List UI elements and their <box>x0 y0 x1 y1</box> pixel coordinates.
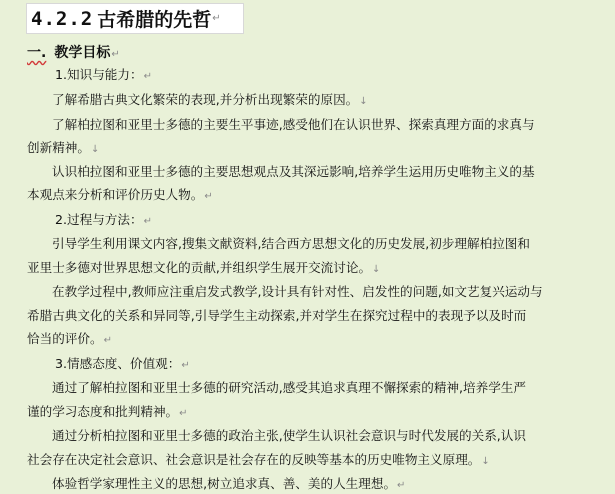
text-line: 了解柏拉图和亚里士多德的主要生平事迹,感受他们在认识世界、探索真理方面的求真与 <box>52 117 535 132</box>
text-line: 认识柏拉图和亚里士多德的主要思想观点及其深远影响,培养学生运用历史唯物主义的基 <box>52 164 535 179</box>
text-line: 创新精神。↓ <box>27 140 100 155</box>
text-line: 谨的学习态度和批判精神。↵ <box>27 404 188 419</box>
section-title <box>26 3 244 34</box>
text-line: 社会存在决定社会意识、社会意识是社会存在的反映等基本的历史唯物主义原理。↓ <box>27 452 490 467</box>
text-line: 体验哲学家理性主义的思想,树立追求真、善、美的人生理想。↵ <box>52 476 406 491</box>
section-title-text: 古希腊的先哲 <box>97 9 212 31</box>
subheading-attitude: 3.情感态度、价值观：↵ <box>55 356 190 371</box>
teaching-objectives-heading <box>27 42 120 62</box>
text-line: 引导学生利用课文内容,搜集文献资料,结合西方思想文化的历史发展,初步理解柏拉图和 <box>52 236 530 251</box>
text-line: 了解希腊古典文化繁荣的表现,并分析出现繁荣的原因。↓ <box>52 92 368 107</box>
text-line: 在教学过程中,教师应注重启发式教学,设计具有针对性、启发性的问题,如文艺复兴运动与 <box>52 284 543 299</box>
subheading-knowledge: 1.知识与能力：↵ <box>55 67 152 82</box>
paragraph-mark: ↵ <box>143 71 152 82</box>
paragraph-mark: ↵ <box>181 360 190 371</box>
heading-text: 教学目标 <box>54 45 111 61</box>
text-line: 通过了解柏拉图和亚里士多德的研究活动,感受其追求真理不懈探索的精神,培养学生严 <box>52 380 526 395</box>
text-line: 恰当的评价。↵ <box>27 331 112 346</box>
paragraph-mark: ↵ <box>397 480 406 491</box>
paragraph-mark: ↵ <box>103 335 112 346</box>
line-break-mark: ↓ <box>359 96 368 107</box>
paragraph-mark: ↵ <box>212 13 221 24</box>
line-break-mark: ↓ <box>481 456 490 467</box>
text-line: 通过分析柏拉图和亚里士多德的政治主张,使学生认识社会意识与时代发展的关系,认识 <box>52 428 526 443</box>
paragraph-mark: ↵ <box>204 191 213 202</box>
subheading-process: 2.过程与方法：↵ <box>55 212 152 227</box>
paragraph-mark: ↵ <box>179 408 188 419</box>
text-line: 亚里士多德对世界思想文化的贡献,并组织学生展开交流讨论。↓ <box>27 260 381 275</box>
section-number: 4.2.2 <box>31 7 94 30</box>
heading-number: 一. <box>27 45 47 61</box>
line-break-mark: ↓ <box>90 144 100 155</box>
line-break-mark: ↓ <box>372 264 381 275</box>
paragraph-mark: ↵ <box>143 216 152 227</box>
paragraph-mark: ↵ <box>111 49 120 60</box>
text-line: 本观点来分析和评价历史人物。↵ <box>27 187 213 202</box>
text-line: 希腊古典文化的关系和异同等,引导学生主动探索,并对学生在探究过程中的表现予以及时而 <box>27 308 527 323</box>
